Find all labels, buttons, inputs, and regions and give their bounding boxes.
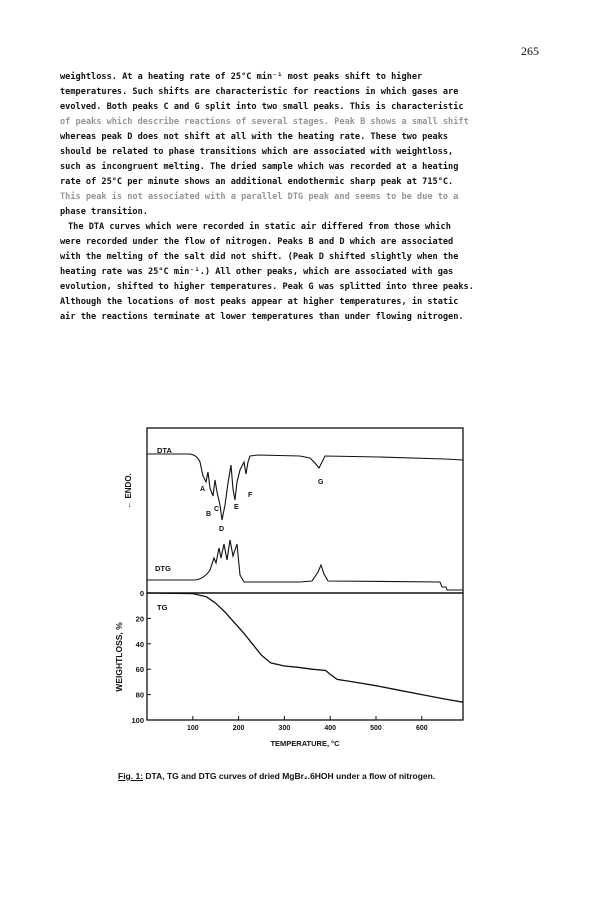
caption-label: Fig. 1: <box>118 771 144 781</box>
y-tick-label: 60 <box>135 665 144 675</box>
text-line: of peaks which describe reactions of several stages. Peak B shows a small shift <box>60 117 469 127</box>
text-line: should be related to phase transitions which are associated with weightloss, <box>60 147 454 157</box>
caption-text: DTA, TG and DTG curves of dried MgBr₂.6HOH under a flow of nitrogen. <box>145 771 436 781</box>
peak-label-b: B <box>206 511 212 518</box>
y-tick-label: 0 <box>139 589 144 598</box>
text-line: air the reactions terminate at lower temperatures than under flowing nitrogen. <box>60 312 464 322</box>
text-line: Although the locations of most peaks appear at higher temperatures, in static <box>60 297 459 307</box>
tg-ylabel: WEIGHTLOSS, % <box>114 622 124 692</box>
dtg-curve <box>147 540 463 590</box>
upper-plot-frame <box>147 428 463 593</box>
y-tick-label: 80 <box>135 690 144 700</box>
dtg-label: DTG <box>155 564 171 573</box>
text-line: were recorded under the flow of nitrogen. Peaks B and D which are associated <box>60 237 454 247</box>
text-line: weightloss. At a heating rate of 25°C min⁻¹ most peaks shift to higher <box>60 72 423 82</box>
text-line: phase transition. <box>60 207 148 217</box>
tg-plot-frame <box>147 593 463 720</box>
peak-label-g: G <box>318 479 324 486</box>
x-tick-label: 200 <box>232 725 245 732</box>
x-tick-label: 100 <box>186 725 199 732</box>
text-line: with the melting of the salt did not shift. (Peak D shifted slightly when the <box>60 252 459 262</box>
y-tick-label: 40 <box>135 639 144 649</box>
text-line: such as incongruent melting. The dried sample which was recorded at a heating <box>60 162 459 172</box>
peak-label-d: D <box>219 526 225 533</box>
dta-label: DTA <box>157 446 172 455</box>
tg-curve <box>147 593 463 702</box>
text-line: evolved. Both peaks C and G split into two small peaks. This is characteristic <box>60 102 464 112</box>
text-line: The DTA curves which were recorded in static air differed from those which <box>68 222 451 232</box>
peak-label-a: A <box>200 486 206 493</box>
y-tick-label: 20 <box>135 614 144 624</box>
x-tick-label: 300 <box>278 725 291 732</box>
paragraph-2 <box>60 220 548 325</box>
x-tick-label: 500 <box>370 725 382 732</box>
body-text <box>60 70 548 325</box>
x-tick-label: 400 <box>324 725 337 732</box>
dta-curve <box>147 454 463 520</box>
text-line: whereas peak D does not shift at all with the heating rate. These two peaks <box>60 132 449 142</box>
text-line: evolution, shifted to higher temperatures. Peak G was splitted into three peaks. <box>60 282 474 292</box>
y-tick-label: 100 <box>131 716 144 725</box>
text-line: heating rate was 25°C min⁻¹.) All other peaks, which are associated with gas <box>60 267 454 277</box>
peak-label-f: F <box>248 492 253 499</box>
figure-caption <box>118 771 435 781</box>
paragraph-1 <box>60 70 548 220</box>
x-tick-label: 600 <box>415 725 428 732</box>
peak-label-e: E <box>234 504 239 511</box>
tg-label: TG <box>157 603 168 612</box>
peak-label-c: C <box>214 506 220 513</box>
xlabel: TEMPERATURE, °C <box>270 739 340 748</box>
endo-label: ← ENDO. <box>124 473 133 509</box>
text-line: rate of 25°C per minute shows an additional endothermic sharp peak at 715°C. <box>60 177 454 187</box>
text-line: temperatures. Such shifts are characteristic for reactions in which gases are <box>60 87 459 97</box>
page-number: 265 <box>521 44 539 58</box>
text-line: This peak is not associated with a parallel DTG peak and seems to be due to a <box>60 192 459 202</box>
